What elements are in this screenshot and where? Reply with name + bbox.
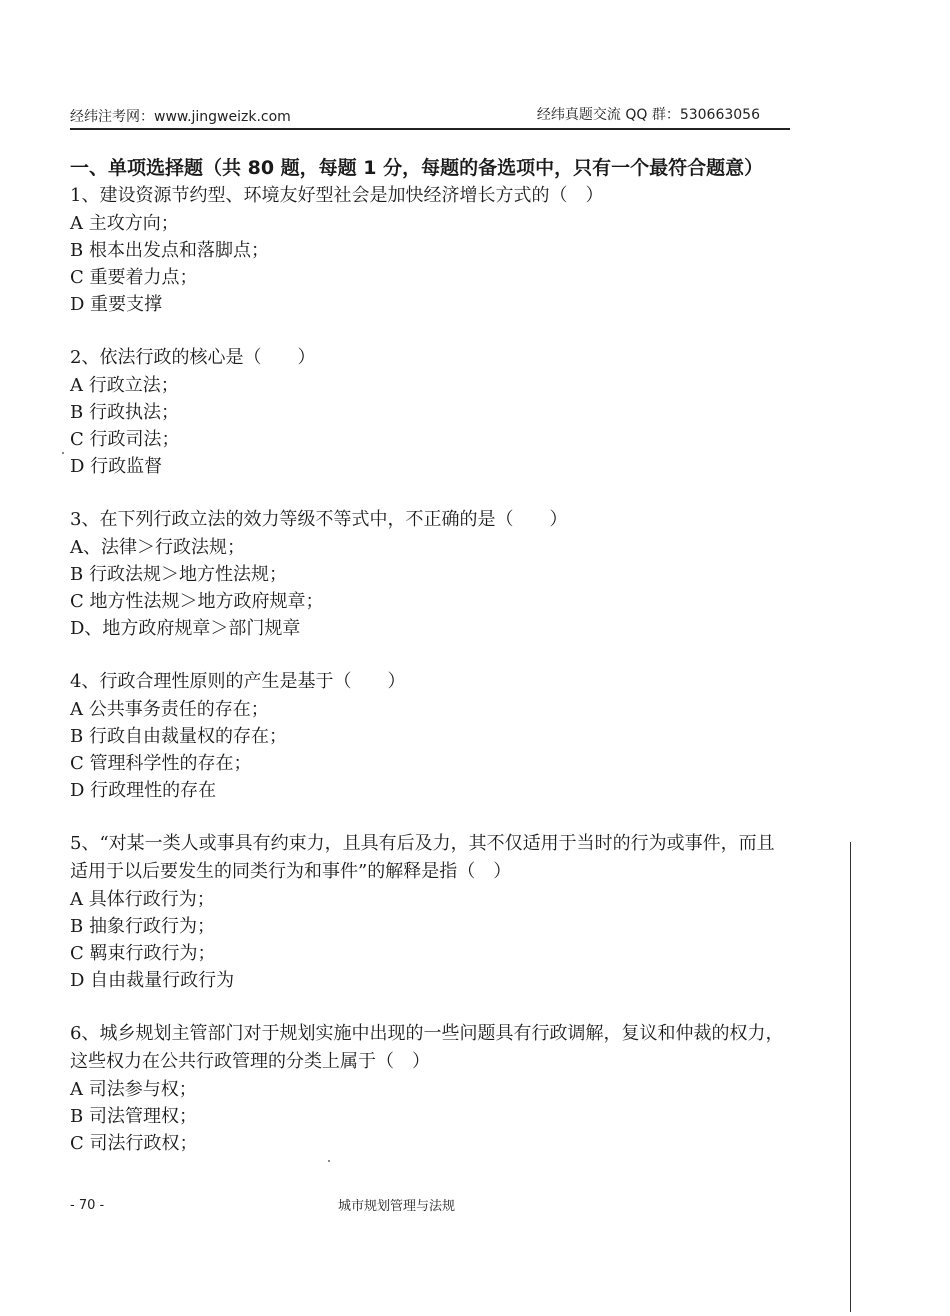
header-website: 经纬注考网：www.jingweizk.com <box>70 109 291 125</box>
footer-book-title: 城市规划管理与法规 <box>338 1199 456 1214</box>
answer-option: C 重要着力点； <box>70 267 198 288</box>
answer-option: B 根本出发点和落脚点； <box>70 240 269 261</box>
question-stem: 3、在下列行政立法的效力等级不等式中，不正确的是（ ） <box>70 509 568 530</box>
header-divider <box>70 128 790 130</box>
scan-speck <box>62 452 64 454</box>
answer-option: C 管理科学性的存在； <box>70 753 252 774</box>
answer-option: B 行政自由裁量权的存在； <box>70 726 287 747</box>
answer-option: D 行政理性的存在 <box>70 780 217 801</box>
answer-option: C 羁束行政行为； <box>70 943 216 964</box>
question-stem: 5、“对某一类人或事具有约束力，且具有后及力，其不仅适用于当时的行为或事件，而且适用于以后要发生的同类行为和事件”的解释是指（ ） <box>70 833 775 882</box>
question-6 <box>70 1020 790 1157</box>
question-list <box>70 182 790 1157</box>
answer-option: A 行政立法； <box>70 375 179 396</box>
answer-option: D、地方政府规章＞部门规章 <box>70 618 301 639</box>
answer-option: D 行政监督 <box>70 456 163 477</box>
section-title: 一、单项选择题（共 80 题，每题 1 分，每题的备选项中，只有一个最符合题意） <box>70 157 764 179</box>
question-stem: 2、依法行政的核心是（ ） <box>70 347 316 368</box>
page-number: - 70 - <box>70 1198 105 1213</box>
page-header <box>70 106 790 128</box>
question-4 <box>70 668 790 804</box>
exam-content <box>70 148 790 1157</box>
page-footer <box>70 1198 790 1218</box>
answer-option: A 主攻方向； <box>70 213 179 234</box>
answer-option: C 行政司法； <box>70 429 180 450</box>
answer-option: B 行政执法； <box>70 402 179 423</box>
answer-option: D 重要支撑 <box>70 294 163 315</box>
answer-option: A、法律＞行政法规； <box>70 537 245 558</box>
answer-option: D 自由裁量行政行为 <box>70 970 235 991</box>
header-qq-group: 经纬真题交流 QQ 群：530663056 <box>536 107 760 123</box>
answer-option: B 抽象行政行为； <box>70 916 215 937</box>
question-1 <box>70 182 790 318</box>
question-stem: 1、建设资源节约型、环境友好型社会是加快经济增长方式的（ ） <box>70 185 604 206</box>
answer-option: C 地方性法规＞地方政府规章； <box>70 591 324 612</box>
question-2 <box>70 344 790 480</box>
answer-option: A 公共事务责任的存在； <box>70 699 269 720</box>
question-stem: 6、城乡规划主管部门对于规划实施中出现的一些问题具有行政调解，复议和仲裁的权力，这些权力在公共行政管理的分类上属于（ ） <box>70 1023 784 1072</box>
question-stem: 4、行政合理性原则的产生是基于（ ） <box>70 671 406 692</box>
answer-option: C 司法行政权； <box>70 1133 198 1154</box>
question-5 <box>70 830 790 994</box>
scan-edge-line <box>850 842 851 1312</box>
question-3 <box>70 506 790 642</box>
answer-option: A 司法参与权； <box>70 1079 197 1100</box>
answer-option: B 行政法规＞地方性法规； <box>70 564 287 585</box>
scan-speck <box>328 1160 330 1162</box>
answer-option: A 具体行政行为； <box>70 889 215 910</box>
answer-option: B 司法管理权； <box>70 1106 197 1127</box>
